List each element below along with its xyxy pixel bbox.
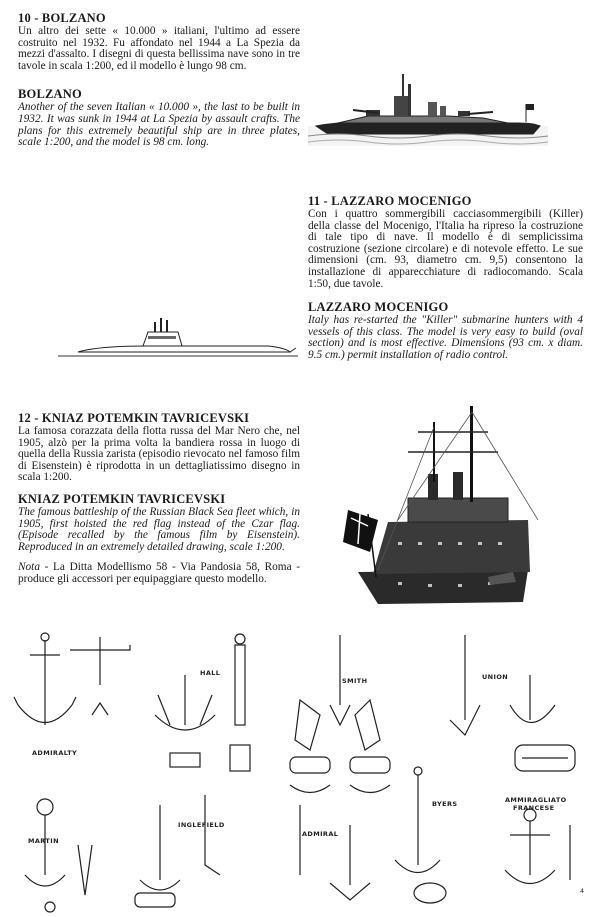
anchor-label-union: UNION [482,673,509,681]
potemkin-italian-title: 12 - KNIAZ POTEMKIN TAVRICEVSKI [18,411,250,425]
potemkin-note [18,562,300,585]
mocenigo-italian-title: 11 - LAZZARO MOCENIGO [308,194,472,208]
anchors-plate [10,625,592,915]
union-anchor-drawing [450,635,575,771]
potemkin-english-text: The famous battleship of the Russian Black Sea fleet which, in 1905, first hoisted the red flag instead of the Czar flag. (Episode recalled by the famous film by Eisenstein). Reproduced in an extremely detailed drawing, scale 1:200. [18,505,300,553]
anchor-label-hall: HALL [200,669,221,677]
anchor-label-byers: BYERS [432,800,458,808]
anchor-label-inglefield: INGLEFIELD [178,821,225,829]
note-text: - La Ditta Modellismo 58 - Via Pandosia 58, Roma - produce gli accessori per equipaggiare questo modello. [18,561,300,585]
note-label: Nota [18,561,40,574]
anchor-label-martin: MARTIN [28,837,59,845]
mocenigo-submarine-illustration [58,312,298,362]
anchor-label-admiralty: ADMIRALTY [32,749,78,757]
mocenigo-section [308,195,583,362]
potemkin-italian-text: La famosa corazzata della flotta russa del Mar Nero che, nel 1905, alzò per la prima volta la bandiera rossa in luogo di quella della Russia zarista (episodio rievocato nel famoso film di Eisenstein) è riprodotta in un dettagliatissimo disegno in scala 1:200. [18,425,300,484]
page-mark: 4 [580,887,585,895]
admiralty-anchor-drawing [14,633,130,725]
mocenigo-italian-text: Con i quattro sommergibili cacciasommergibili (Killer) della classe del Mocenigo, l'Italia ha ripreso la costruzione di tale tipo di nave. Il modello è di semplicissima costruzione (sezione circolare) e di notevole effetto. Le sue dimensioni (cm. 93, diametro cm. 9,5) consentono la installazione di apparecchiature di radiocomando. Scala 1:50, due tavole. [308,208,583,290]
admiral-anchor-drawing [300,805,446,903]
anchor-label-smith: SMITH [342,677,368,685]
french-admiralty-anchor-drawing [505,809,570,884]
byers-anchor-drawing [395,767,440,873]
anchor-label-ammiragliato: AMMIRAGLIATO [505,796,567,804]
bolzano-italian-text: Un altro dei sette « 10.000 » italiani, l'ultimo ad essere costruito nel 1932. Fu affondato nel 1944 a La Spezia da mezzi d'assalto. I disegni di questa bellissima nave sono in tre tavole in scala 1:200, ed il modello è lungo 98 cm. [18,25,300,72]
mocenigo-english-text: Italy has re-started the "Killer" submarine hunters with 4 vessels of this class. The model is very easy to build (oval section) and is most effective. Dimensions (93 cm. x diam. 9.5 cm.) permit installation of radio control. [308,314,583,361]
martin-anchor-drawing [25,799,92,912]
bolzano-english-title: BOLZANO [18,87,82,102]
hall-anchor-drawing [155,634,250,771]
anchor-label-admiral: ADMIRAL [302,830,339,838]
inglefield-anchor-drawing [135,795,220,907]
potemkin-section [18,412,300,586]
bolzano-ship-illustration [308,66,548,148]
bolzano-english-text: Another of the seven Italian « 10.000 », the last to be built in 1932. It was sunk in 1944 at La Spezia by assault crafts. The plans for this extremely beautiful ship are in three plates, scale 1:200, and the model is 98 cm. long. [18,101,300,149]
bolzano-section [18,12,300,149]
smith-anchor-drawing [290,635,390,793]
mocenigo-english-title: LAZZARO MOCENIGO [308,300,449,315]
potemkin-battleship-illustration [338,402,550,612]
potemkin-english-title: KNIAZ POTEMKIN TAVRICEVSKI [18,491,226,506]
bolzano-italian-title: 10 - BOLZANO [18,11,106,25]
anchor-label-francese: FRANCESE [513,804,555,812]
